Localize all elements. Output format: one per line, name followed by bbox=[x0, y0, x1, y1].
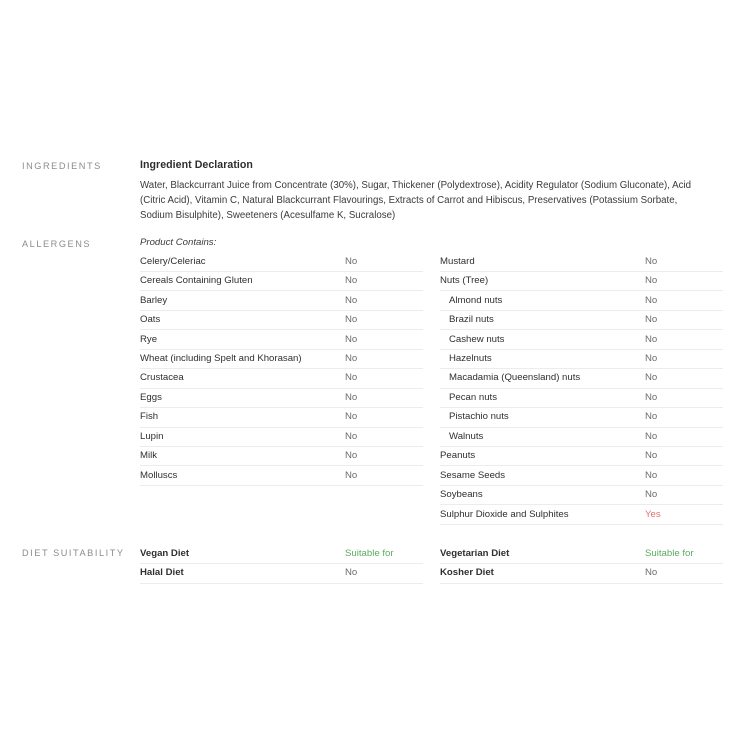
diet-value: No bbox=[345, 567, 358, 579]
ingredients-section bbox=[0, 0, 740, 224]
allergen-value: No bbox=[645, 372, 658, 384]
allergen-row bbox=[440, 369, 723, 388]
allergen-value: No bbox=[645, 450, 658, 462]
allergen-value: No bbox=[345, 353, 358, 365]
allergen-value: No bbox=[645, 294, 658, 306]
allergen-name: Macadamia (Queensland) nuts bbox=[449, 372, 581, 384]
allergen-value: No bbox=[645, 314, 658, 326]
allergen-name: Crustacea bbox=[140, 372, 184, 384]
allergen-value: No bbox=[645, 489, 658, 501]
allergens-right-column bbox=[440, 253, 723, 525]
allergen-row bbox=[440, 389, 723, 408]
diet-suitability-content bbox=[140, 545, 720, 584]
allergen-name: Rye bbox=[140, 333, 158, 345]
diet-suitability-section bbox=[0, 525, 740, 584]
allergen-value: No bbox=[645, 469, 658, 481]
diet-left-list bbox=[140, 545, 423, 584]
diet-name: Vegan Diet bbox=[140, 547, 190, 559]
allergen-name: Hazelnuts bbox=[449, 353, 492, 365]
allergen-row bbox=[140, 253, 423, 272]
allergen-value: No bbox=[345, 411, 358, 423]
allergen-name: Walnuts bbox=[449, 430, 484, 442]
allergen-value: No bbox=[645, 333, 658, 345]
allergen-value: No bbox=[645, 411, 658, 423]
allergen-name: Fish bbox=[140, 411, 159, 423]
diet-name: Kosher Diet bbox=[440, 567, 494, 579]
diet-right-column bbox=[440, 545, 723, 584]
ingredients-section-label: INGREDIENTS bbox=[22, 161, 102, 171]
diet-row bbox=[140, 545, 423, 564]
allergen-row bbox=[440, 350, 723, 369]
allergens-section bbox=[0, 224, 740, 525]
allergen-value: No bbox=[345, 469, 358, 481]
allergen-name: Sulphur Dioxide and Sulphites bbox=[440, 508, 569, 520]
allergens-left-column bbox=[140, 253, 423, 525]
allergen-value: No bbox=[345, 314, 358, 326]
allergen-value: No bbox=[345, 294, 358, 306]
allergens-right-list bbox=[440, 253, 723, 525]
allergen-row bbox=[140, 428, 423, 447]
allergen-row bbox=[140, 291, 423, 310]
allergens-content bbox=[140, 236, 720, 525]
allergen-name: Brazil nuts bbox=[449, 314, 494, 326]
allergen-value: No bbox=[345, 255, 358, 267]
diet-row bbox=[140, 564, 423, 583]
allergens-left-list bbox=[140, 253, 423, 486]
allergen-row bbox=[140, 466, 423, 485]
allergen-value: No bbox=[645, 255, 658, 267]
allergen-name: Eggs bbox=[140, 391, 162, 403]
allergen-name: Celery/Celeriac bbox=[140, 255, 206, 267]
allergen-name: Peanuts bbox=[440, 450, 476, 462]
allergen-value: No bbox=[345, 391, 358, 403]
allergen-row bbox=[440, 253, 723, 272]
allergens-section-label: ALLERGENS bbox=[22, 238, 92, 249]
allergen-name: Cereals Containing Gluten bbox=[140, 275, 253, 287]
allergen-row bbox=[140, 447, 423, 466]
ingredients-content bbox=[140, 158, 720, 224]
allergen-name: Cashew nuts bbox=[449, 333, 505, 345]
diet-left-column bbox=[140, 545, 423, 584]
allergen-name: Wheat (including Spelt and Khorasan) bbox=[140, 353, 302, 365]
allergen-name: Milk bbox=[140, 450, 158, 462]
allergen-name: Mustard bbox=[440, 255, 475, 267]
allergen-name: Lupin bbox=[140, 430, 164, 442]
allergen-row bbox=[140, 330, 423, 349]
ingredient-declaration-text: Water, Blackcurrant Juice from Concentrate (30%), Sugar, Thickener (Polydextrose), Acidity Regulator (Sodium Gluconate), Acid (Citric Acid), Vitamin C, Natural Blackcurrant Flavourings, Extracts of Carrot and Hibiscus, Preservatives (Potassium Sorbate, Sodium Bisulphite), Sweeteners (Acesulfame K, Sucralose) bbox=[140, 180, 691, 222]
diet-columns bbox=[140, 545, 720, 584]
allergen-row bbox=[440, 486, 723, 505]
allergen-row bbox=[140, 311, 423, 330]
allergen-name: Nuts (Tree) bbox=[440, 275, 489, 287]
diet-value: Suitable for bbox=[345, 547, 394, 559]
allergen-row bbox=[440, 291, 723, 310]
allergen-name: Almond nuts bbox=[449, 294, 503, 306]
allergen-value: No bbox=[345, 333, 358, 345]
allergen-name: Sesame Seeds bbox=[440, 469, 506, 481]
diet-suitability-section-label: DIET SUITABILITY bbox=[22, 547, 125, 558]
product-contains-note: Product Contains: bbox=[140, 236, 217, 248]
allergen-name: Pistachio nuts bbox=[449, 411, 509, 423]
allergen-row bbox=[440, 428, 723, 447]
allergen-value: No bbox=[645, 353, 658, 365]
ingredient-declaration-heading: Ingredient Declaration bbox=[140, 159, 253, 171]
allergen-value: No bbox=[645, 391, 658, 403]
allergen-row bbox=[140, 350, 423, 369]
allergen-value: No bbox=[645, 430, 658, 442]
allergen-row bbox=[140, 408, 423, 427]
allergen-row bbox=[140, 389, 423, 408]
allergen-row bbox=[140, 369, 423, 388]
allergen-row bbox=[140, 272, 423, 291]
diet-right-list bbox=[440, 545, 723, 584]
diet-value: Suitable for bbox=[645, 547, 694, 559]
allergen-row bbox=[440, 447, 723, 466]
allergen-name: Barley bbox=[140, 294, 168, 306]
allergen-row bbox=[440, 466, 723, 485]
allergen-value: No bbox=[645, 275, 658, 287]
allergen-row bbox=[440, 330, 723, 349]
allergen-value: No bbox=[345, 372, 358, 384]
allergen-row bbox=[440, 505, 723, 524]
diet-row bbox=[440, 545, 723, 564]
diet-value: No bbox=[645, 567, 658, 579]
allergen-value: No bbox=[345, 450, 358, 462]
diet-row bbox=[440, 564, 723, 583]
allergen-row bbox=[440, 311, 723, 330]
allergen-name: Pecan nuts bbox=[449, 391, 498, 403]
allergen-name: Soybeans bbox=[440, 489, 483, 501]
allergen-value: Yes bbox=[645, 508, 661, 520]
allergen-value: No bbox=[345, 275, 358, 287]
allergens-columns bbox=[140, 253, 720, 525]
diet-name: Vegetarian Diet bbox=[440, 547, 510, 559]
allergen-row bbox=[440, 408, 723, 427]
allergen-name: Molluscs bbox=[140, 469, 178, 481]
diet-name: Halal Diet bbox=[140, 567, 184, 579]
allergen-row bbox=[440, 272, 723, 291]
allergen-name: Oats bbox=[140, 314, 161, 326]
allergen-value: No bbox=[345, 430, 358, 442]
